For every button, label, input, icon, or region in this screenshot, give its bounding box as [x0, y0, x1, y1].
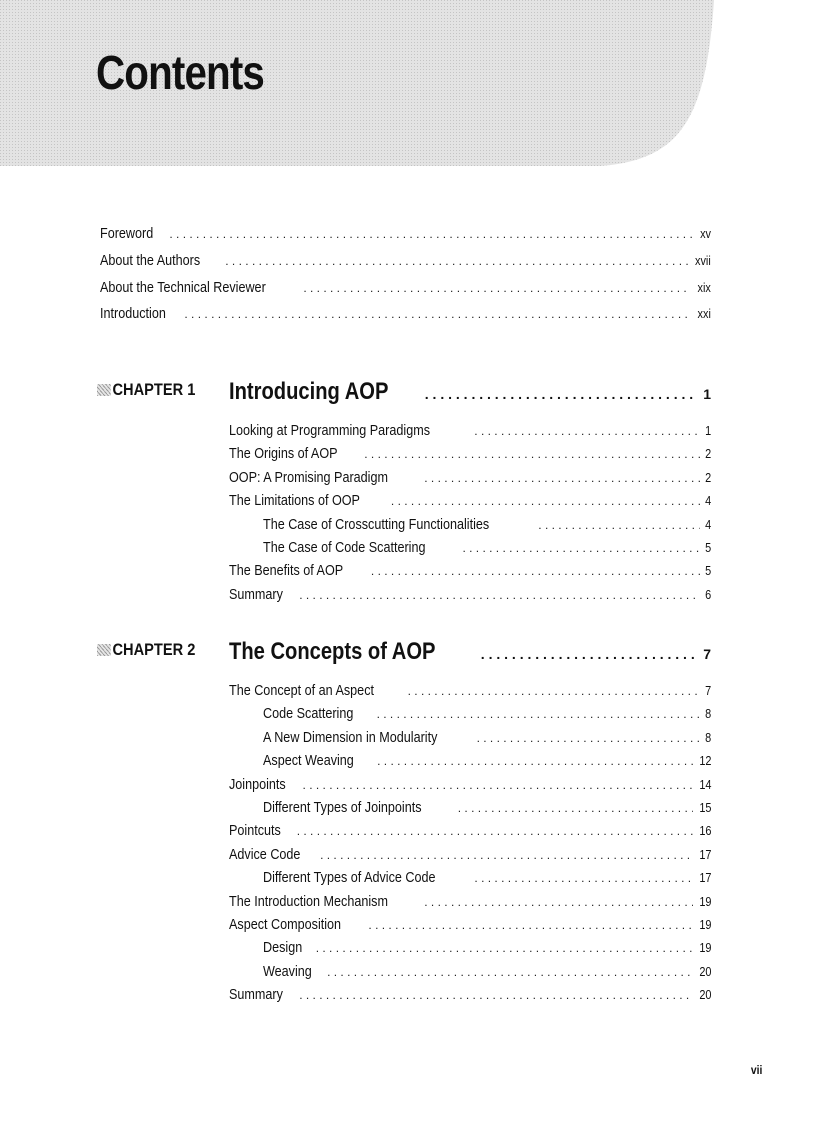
toc-entry-label: Code Scattering: [263, 705, 354, 723]
toc-entry-section[interactable]: [229, 986, 711, 1004]
page-title: Contents: [96, 47, 264, 100]
toc-entry-page: 8: [704, 706, 711, 722]
toc-entry-section[interactable]: [229, 846, 711, 864]
toc-entry-label: Weaving: [263, 962, 312, 980]
toc-entry-page: 4: [704, 493, 711, 509]
chapter-label: [97, 640, 195, 660]
dot-leader: [368, 916, 692, 934]
dot-leader: [474, 422, 699, 440]
toc-entry-section[interactable]: [229, 562, 711, 580]
dot-leader: [477, 729, 700, 747]
toc-entry-label: Looking at Programming Paradigms: [229, 422, 431, 439]
toc-entry-page: xv: [700, 226, 711, 241]
toc-entry-page: 14: [698, 776, 711, 792]
dot-leader: [184, 305, 691, 323]
toc-entry-label: Summary: [229, 986, 283, 1004]
toc-entry-page: 2: [704, 446, 711, 462]
toc-entry-label: Different Types of Advice Code: [263, 869, 436, 887]
toc-entry-subsection[interactable]: [263, 752, 711, 770]
toc-entry-page: xvii: [695, 253, 711, 268]
toc-entry-label: The Concept of an Aspect: [229, 682, 375, 699]
dot-leader: [299, 586, 700, 604]
toc-entry-page: 15: [698, 800, 711, 815]
toc-entry-page: 19: [698, 940, 711, 956]
toc-entry-label: Introduction: [100, 305, 166, 322]
toc-entry-label: The Introduction Mechanism: [229, 892, 388, 910]
toc-entry-section[interactable]: [229, 422, 711, 440]
toc-entry-label: Summary: [229, 585, 283, 603]
dot-leader: [474, 869, 692, 887]
chapter-heading[interactable]: [229, 378, 711, 406]
chapter-label-text: CHAPTER 2: [112, 640, 196, 659]
toc-entry-page: 4: [704, 516, 711, 532]
toc-entry-page: 2: [704, 469, 711, 485]
dot-leader: [538, 516, 699, 534]
toc-entry-label: The Benefits of AOP: [229, 562, 344, 580]
toc-entry-label: Aspect Weaving: [263, 752, 354, 770]
toc-entry-section[interactable]: [229, 445, 711, 463]
dot-leader: [481, 646, 697, 662]
dot-leader: [462, 539, 699, 557]
toc-entry-page: 7: [704, 683, 711, 698]
dot-leader: [303, 279, 691, 297]
toc-entry-section[interactable]: [229, 893, 711, 911]
toc-entry-page: 17: [698, 846, 711, 862]
toc-entry-label: The Limitations of OOP: [229, 492, 360, 510]
toc-entry-label: Aspect Composition: [229, 916, 342, 933]
dot-leader: [425, 386, 697, 402]
toc-entry-subsection[interactable]: [263, 963, 711, 981]
toc-entry-page: 19: [698, 917, 711, 932]
toc-entry-label: About the Authors: [100, 252, 201, 269]
toc-entry-label: Foreword: [100, 225, 154, 242]
chapter-label: [97, 380, 195, 400]
toc-entry-section[interactable]: [229, 492, 711, 510]
toc-entry-label: The Case of Crosscutting Functionalities: [263, 515, 490, 533]
toc-entry-subsection[interactable]: [263, 869, 711, 887]
toc-entry-front-matter[interactable]: [100, 252, 711, 270]
toc-entry-subsection[interactable]: [263, 516, 711, 534]
toc-entry-page: 19: [698, 893, 711, 909]
toc-entry-front-matter[interactable]: [100, 279, 711, 297]
toc-entry-page: 8: [704, 729, 711, 745]
toc-entry-label: Advice Code: [229, 845, 301, 863]
chapter-page: 1: [703, 386, 711, 402]
chapter-marker-icon: [97, 644, 111, 656]
dot-leader: [391, 492, 700, 510]
toc-entry-label: OOP: A Promising Paradigm: [229, 468, 388, 486]
dot-leader: [364, 445, 700, 463]
chapter-page: 7: [703, 646, 711, 662]
chapter-title: Introducing AOP: [229, 378, 389, 405]
toc-entry-label: A New Dimension in Modularity: [263, 728, 438, 746]
chapter-title: The Concepts of AOP: [229, 638, 436, 665]
toc-entry-page: 20: [698, 963, 711, 979]
toc-entry-page: 5: [704, 563, 711, 579]
dot-leader: [377, 752, 692, 770]
toc-entry-label: The Origins of AOP: [229, 445, 338, 463]
toc-entry-subsection[interactable]: [263, 729, 711, 747]
dot-leader: [371, 562, 700, 580]
toc-entry-front-matter[interactable]: [100, 225, 711, 243]
toc-entry-subsection[interactable]: [263, 939, 711, 957]
page-number-folio: vii: [750, 1063, 763, 1077]
toc-entry-label: Pointcuts: [229, 822, 281, 840]
toc-entry-section[interactable]: [229, 682, 711, 700]
dot-leader: [225, 252, 688, 270]
toc-entry-page: 6: [704, 586, 711, 602]
toc-entry-section[interactable]: [229, 586, 711, 604]
toc-entry-page: xix: [697, 280, 711, 295]
toc-entry-label: Different Types of Joinpoints: [263, 799, 422, 816]
toc-entry-page: 1: [704, 423, 711, 438]
toc-entry-label: The Case of Code Scattering: [263, 539, 426, 556]
dot-leader: [424, 893, 692, 911]
toc-entry-label: Design: [263, 939, 303, 957]
dot-leader: [320, 846, 692, 864]
toc-entry-section[interactable]: [229, 822, 711, 840]
dot-leader: [316, 939, 693, 957]
toc-entry-page: 17: [698, 870, 711, 886]
toc-entry-subsection[interactable]: [263, 539, 711, 557]
toc-entry-label: Joinpoints: [229, 775, 286, 793]
toc-entry-subsection[interactable]: [263, 705, 711, 723]
chapter-label-text: CHAPTER 1: [112, 380, 196, 399]
chapter-marker-icon: [97, 384, 111, 396]
dot-leader: [408, 682, 700, 700]
toc-entry-front-matter[interactable]: [100, 305, 711, 323]
toc-entry-section[interactable]: [229, 776, 711, 794]
dot-leader: [458, 799, 693, 817]
dot-leader: [299, 986, 692, 1004]
toc-entry-label: About the Technical Reviewer: [100, 279, 266, 296]
dot-leader: [169, 225, 694, 243]
dot-leader: [424, 469, 700, 487]
toc-entry-page: xxi: [697, 306, 711, 321]
toc-entry-page: 12: [698, 753, 711, 769]
toc-entry-page: 16: [698, 823, 711, 839]
dot-leader: [303, 776, 693, 794]
chapter-heading[interactable]: [229, 638, 711, 666]
dot-leader: [377, 705, 700, 723]
toc-entry-section[interactable]: [229, 469, 711, 487]
toc-entry-page: 5: [704, 540, 711, 555]
dot-leader: [327, 963, 692, 981]
toc-entry-page: 20: [698, 987, 711, 1003]
dot-leader: [297, 822, 693, 840]
toc-entry-subsection[interactable]: [263, 799, 711, 817]
toc-entry-section[interactable]: [229, 916, 711, 934]
